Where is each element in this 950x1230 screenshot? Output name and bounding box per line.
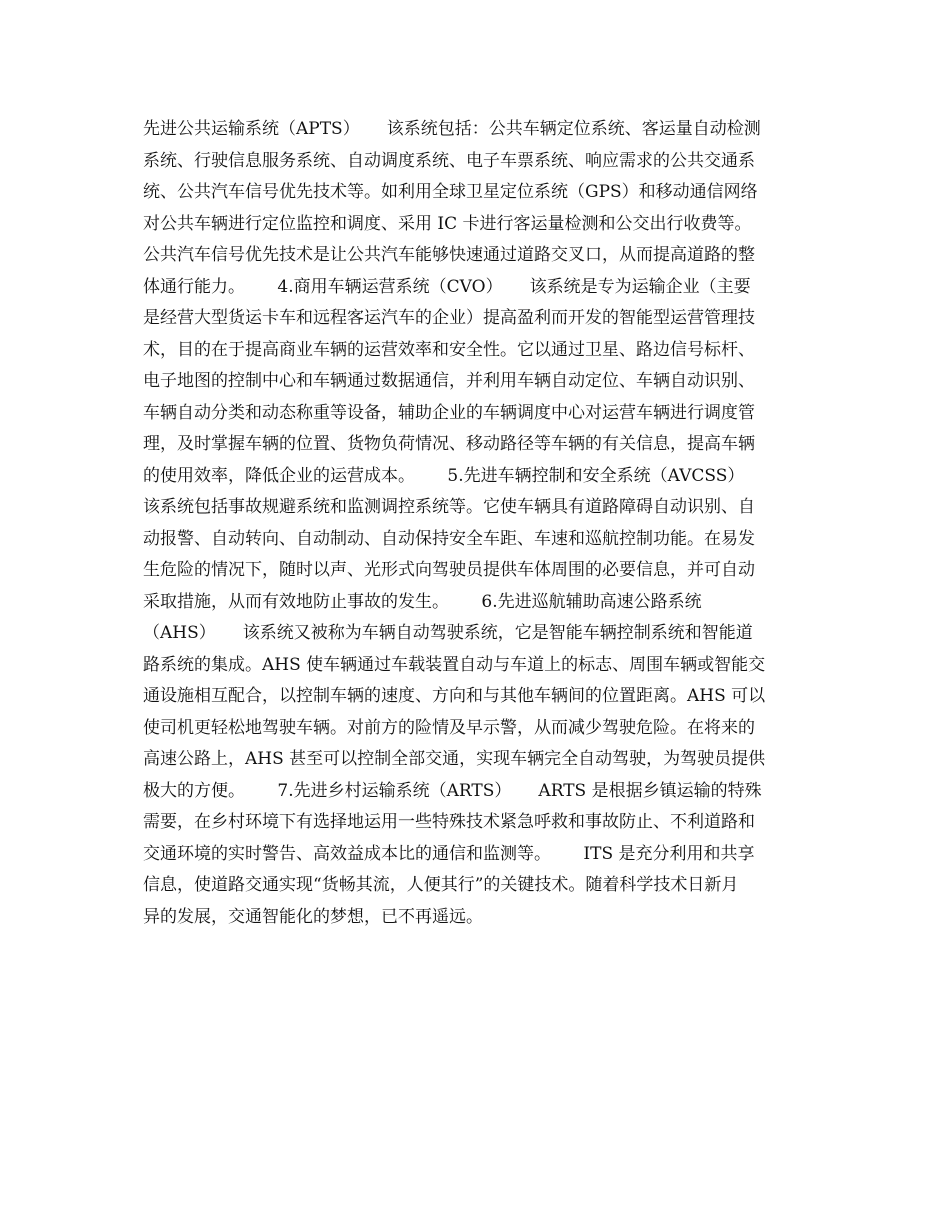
text-line: 对公共车辆进行定位监控和调度、采用 IC 卡进行客运量检测和公交出行收费等。	[143, 213, 752, 234]
text-line: （AHS） 该系统又被称为车辆自动驾驶系统，它是智能车辆控制系统和智能道	[143, 623, 753, 643]
text-line: 系统、行驶信息服务系统、自动调度系统、电子车票系统、响应需求的公共交通系	[143, 150, 755, 171]
body-text	[143, 114, 813, 933]
text-line: 电子地图的控制中心和车辆通过数据通信，并利用车辆自动定位、车辆自动识别、	[143, 371, 755, 391]
text-line: 公共汽车信号优先技术是让公共汽车能够快速通过道路交叉口，从而提高道路的整	[143, 245, 755, 265]
text-line: 统、公共汽车信号优先技术等。如利用全球卫星定位系统（GPS）和移动通信网络	[143, 182, 758, 202]
text-line: 高速公路上，AHS 甚至可以控制全部交通，实现车辆完全自动驾驶，为驾驶员提供	[143, 749, 766, 769]
text-line: 路系统的集成。AHS 使车辆通过车载装置自动与车道上的标志、周围车辆或智能交	[143, 654, 766, 675]
text-line: 交通环境的实时警告、高效益成本比的通信和监测等。 ITS 是充分利用和共享	[143, 843, 755, 864]
text-line: 的使用效率，降低企业的运营成本。 5.先进车辆控制和安全系统（AVCSS）	[143, 465, 745, 486]
text-line: 车辆自动分类和动态称重等设备，辅助企业的车辆调度中心对运营车辆进行调度管	[143, 402, 755, 423]
text-line: 采取措施，从而有效地防止事故的发生。 6.先进巡航辅助高速公路系统	[143, 591, 702, 612]
text-line: 是经营大型货运卡车和远程客运汽车的企业）提高盈利而开发的智能型运营管理技	[143, 308, 755, 328]
text-line: 动报警、自动转向、自动制动、自动保持安全车距、车速和巡航控制功能。在易发	[143, 528, 755, 549]
text-line: 先进公共运输系统（APTS） 该系统包括：公共车辆定位系统、客运量自动检测	[143, 119, 761, 139]
text-line: 信息，使道路交通实现“货畅其流，人便其行”的关键技术。随着科学技术日新月	[143, 875, 739, 895]
text-line: 术，目的在于提高商业车辆的运营效率和安全性。它以通过卫星、路边信号标杆、	[143, 339, 755, 360]
text-line: 通设施相互配合，以控制车辆的速度、方向和与其他车辆间的位置距离。AHS 可以	[143, 686, 766, 706]
text-line: 生危险的情况下，随时以声、光形式向驾驶员提供车体周围的必要信息，并可自动	[143, 560, 755, 580]
text-line: 使司机更轻松地驾驶车辆。对前方的险情及早示警，从而减少驾驶危险。在将来的	[143, 717, 755, 738]
text-line: 该系统包括事故规避系统和监测调控系统等。它使车辆具有道路障碍自动识别、自	[143, 497, 755, 517]
text-line: 异的发展，交通智能化的梦想，已不再遥远。	[143, 906, 483, 927]
text-line: 极大的方便。 7.先进乡村运输系统（ARTS） ARTS 是根据乡镇运输的特殊	[143, 780, 762, 801]
text-line: 体通行能力。 4.商用车辆运营系统（CVO） 该系统是专为运输企业（主要	[143, 276, 751, 297]
text-line: 需要，在乡村环境下有选择地运用一些特殊技术紧急呼救和事故防止、不利道路和	[143, 812, 755, 832]
text-line: 理，及时掌握车辆的位置、货物负荷情况、移动路径等车辆的有关信息，提高车辆	[143, 434, 755, 454]
